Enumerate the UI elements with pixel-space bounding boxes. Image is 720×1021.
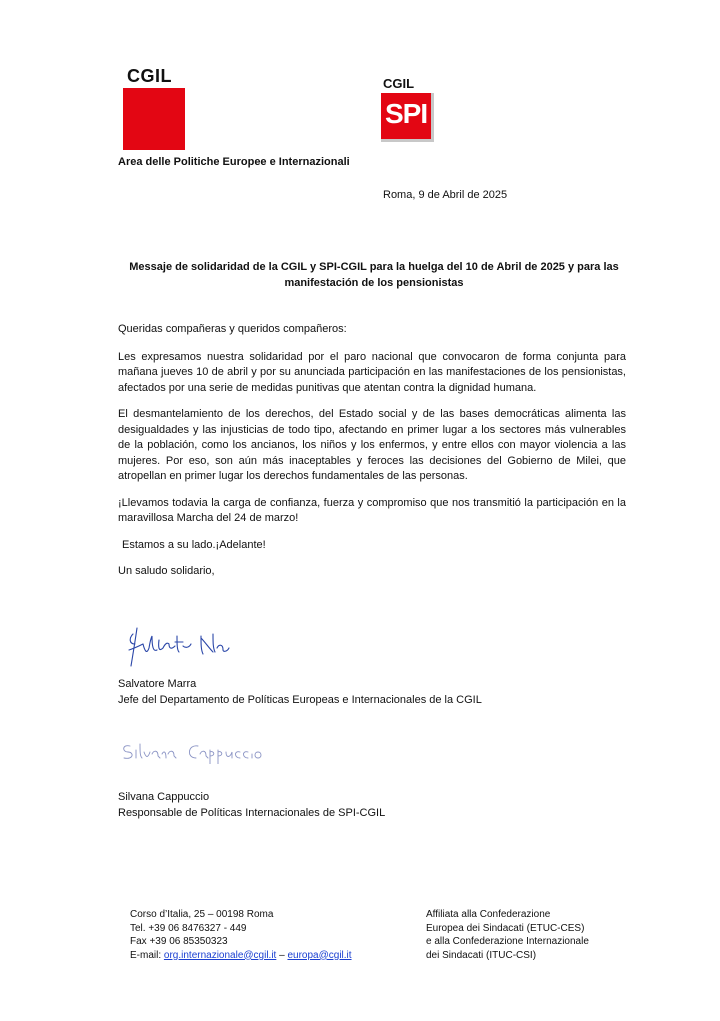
footer-address: Corso d’Italia, 25 – 00198 Roma xyxy=(130,909,274,920)
affiliation-line-4: dei Sindacati (ITUC-CSI) xyxy=(426,949,537,961)
affiliation-line-2: Europea dei Sindacati (ETUC-CES) xyxy=(426,922,585,934)
signatory-2-role: Responsable de Políticas Internacionales de SPI-CGIL xyxy=(118,807,386,819)
footer-contacts xyxy=(130,908,352,962)
signatory-2 xyxy=(118,789,385,821)
paragraph-4: Estamos a su lado.¡Adelante! xyxy=(122,538,266,551)
signatory-1-role: Jefe del Departamento de Políticas Europeas e Internacionales de la CGIL xyxy=(118,694,482,706)
paragraph-3: ¡Llevamos todavia la carga de confianza, fuerza y compromiso que nos transmitió la participación en la maravillosa Marcha del 24 de marzo! xyxy=(118,496,626,524)
signature-silvana-cappuccio xyxy=(120,738,310,764)
cgil-logo-red-square xyxy=(123,88,185,150)
signatory-1 xyxy=(118,676,482,708)
cgil-logo xyxy=(123,66,185,150)
signatory-2-name: Silvana Cappuccio xyxy=(118,791,210,803)
footer-affiliation xyxy=(426,908,589,962)
spi-logo-text: SPI xyxy=(385,98,428,129)
footer-email-line xyxy=(130,949,352,963)
spi-logo-red-block xyxy=(381,93,434,142)
footer-fax: Fax +39 06 85350323 xyxy=(130,936,228,947)
spi-cgil-logo xyxy=(381,76,434,142)
letter-body xyxy=(118,322,626,591)
signatory-1-name: Salvatore Marra xyxy=(118,678,197,690)
email-link-europa[interactable]: europa@cgil.it xyxy=(287,949,352,961)
affiliation-line-3: e alla Confederazione Internazionale xyxy=(426,936,589,947)
footer-email-separator: – xyxy=(276,949,288,961)
paragraph-1: Les expresamos nuestra solidaridad por el paro nacional que convocaron de forma conjunta para mañana jueves 10 de abril y por su anunciada participación en las manifestaciones de los pensionistas, afectados por una serie de medidas punitivas que atentan contra la dignidad humana. xyxy=(118,350,626,394)
letter-title: Messaje de solidaridad de la CGIL y SPI-CGIL para la huelga del 10 de Abril de 2025 y para las manifestación de los pensionistas xyxy=(129,261,619,289)
footer-tel: Tel. +39 06 8476327 - 449 xyxy=(130,922,247,934)
signature-salvatore-marra xyxy=(125,622,235,672)
closing-salutation: Un saludo solidario, xyxy=(118,565,215,577)
spi-logo-top-text: CGIL xyxy=(383,76,415,91)
email-link-org-internazionale[interactable]: org.internazionale@cgil.it xyxy=(163,949,277,961)
footer-email-label: E-mail: xyxy=(130,949,164,961)
paragraph-2: El desmantelamiento de los derechos, del Estado social y de las bases democráticas alimenta las desigualdades y las injusticias de todo tipo, afectando en primer lugar a los sectores más vulnerables de la población, como los ancianos, los niños y los enfermos, y entre ellos con mayor violencia a las mujeres. Por eso, son aún más inaceptables y feroces las decisiones del Gobierno de Milei, que atropellan en primer lugar los derechos fundamentales de las personas. xyxy=(118,408,626,482)
affiliation-line-1: Affiliata alla Confederazione xyxy=(426,909,551,920)
letter-date: Roma, 9 de Abril de 2025 xyxy=(383,189,508,201)
greeting: Queridas compañeras y queridos compañeros: xyxy=(118,323,347,335)
department-heading: Area delle Politiche Europee e Internazionali xyxy=(118,156,350,168)
cgil-logo-text: CGIL xyxy=(127,66,172,86)
